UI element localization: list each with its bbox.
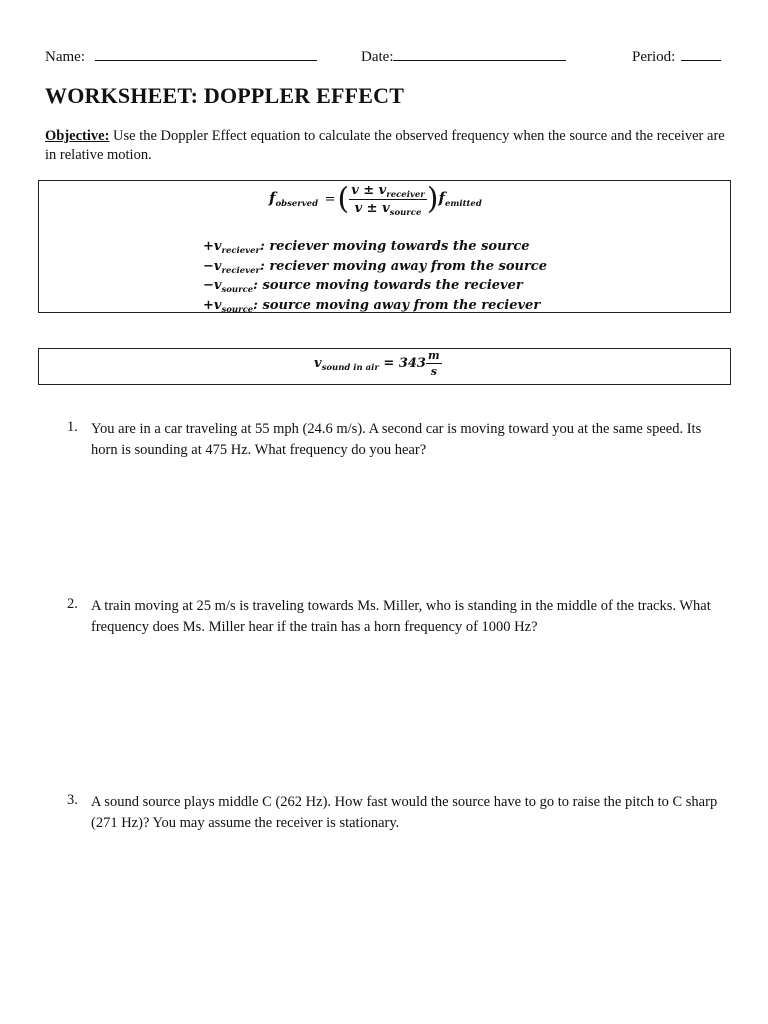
sign: − bbox=[203, 278, 214, 293]
description: : source moving away from the reciever bbox=[253, 297, 541, 313]
condition-line bbox=[203, 277, 547, 297]
subscript: reciever bbox=[221, 265, 260, 276]
variable: v bbox=[213, 297, 222, 313]
date-field bbox=[361, 46, 566, 66]
variable: v bbox=[213, 239, 222, 254]
question-number: 1. bbox=[67, 419, 78, 435]
emitted-subscript: emitted bbox=[444, 199, 482, 209]
name-field bbox=[45, 46, 317, 66]
f-observed-symbol: f bbox=[269, 189, 276, 207]
sign: + bbox=[203, 297, 214, 313]
condition-line bbox=[203, 238, 547, 258]
period-blank[interactable] bbox=[681, 46, 721, 61]
source-subscript: source bbox=[389, 208, 422, 218]
denominator-v: v ± v bbox=[354, 201, 390, 216]
condition-line bbox=[203, 297, 547, 317]
question-text: A train moving at 25 m/s is traveling towards Ms. Miller, who is standing in the middle of the tracks. What frequency does Ms. Miller hear if the train has a horn frequency of 1000 Hz? bbox=[91, 598, 711, 635]
sign: + bbox=[203, 239, 214, 254]
receiver-subscript: receiver bbox=[386, 190, 425, 200]
sign-conventions bbox=[203, 238, 547, 316]
unit-seconds: s bbox=[430, 365, 437, 378]
worksheet-title: WORKSHEET: DOPPLER EFFECT bbox=[45, 83, 405, 108]
question-text: You are in a car traveling at 55 mph (24.6 m/s). A second car is moving toward you at the same speed. Its horn is sounding at 475 Hz. What frequency do you hear? bbox=[91, 421, 702, 458]
v-symbol: v bbox=[314, 356, 322, 371]
sign: − bbox=[203, 258, 214, 274]
objective-label: Objective: bbox=[45, 128, 110, 144]
equals-sign: = bbox=[324, 192, 336, 207]
subscript: source bbox=[221, 304, 254, 315]
date-blank[interactable] bbox=[393, 46, 566, 61]
description: : reciever moving away from the source bbox=[260, 258, 547, 274]
objective-text: Use the Doppler Effect equation to calculate the observed frequency when the source and the receiver are in relative motion. bbox=[45, 128, 725, 163]
name-blank[interactable] bbox=[95, 46, 317, 61]
right-paren: ) bbox=[426, 181, 439, 217]
doppler-fraction bbox=[349, 183, 427, 216]
variable: v bbox=[213, 278, 222, 293]
objective-paragraph bbox=[45, 127, 725, 164]
subscript: reciever bbox=[221, 246, 260, 256]
sound-in-air-subscript: sound in air bbox=[321, 363, 379, 373]
period-field bbox=[632, 46, 721, 66]
description: : source moving towards the reciever bbox=[253, 278, 523, 293]
subscript: source bbox=[221, 285, 254, 295]
variable: v bbox=[213, 258, 222, 274]
f-emitted-symbol: f bbox=[438, 189, 445, 207]
question-text: A sound source plays middle C (262 Hz). How fast would the source have to go to raise the pitch to C sharp (271 Hz)? You may assume the receiver is stationary. bbox=[91, 794, 718, 831]
question-number: 2. bbox=[67, 596, 78, 612]
speed-value: = 343 bbox=[383, 356, 426, 371]
unit-meters: m bbox=[427, 349, 440, 362]
speed-of-sound-equation bbox=[314, 349, 442, 378]
period-label: Period: bbox=[632, 49, 676, 65]
unit-fraction bbox=[426, 349, 442, 378]
left-paren: ( bbox=[337, 181, 350, 217]
condition-line bbox=[203, 258, 547, 278]
numerator-v: v ± v bbox=[351, 183, 387, 198]
name-label: Name: bbox=[45, 49, 85, 65]
observed-subscript: observed bbox=[275, 199, 319, 209]
date-label: Date: bbox=[361, 49, 394, 65]
question-number: 3. bbox=[67, 792, 78, 808]
description: : reciever moving towards the source bbox=[260, 239, 530, 254]
doppler-equation bbox=[269, 183, 482, 216]
